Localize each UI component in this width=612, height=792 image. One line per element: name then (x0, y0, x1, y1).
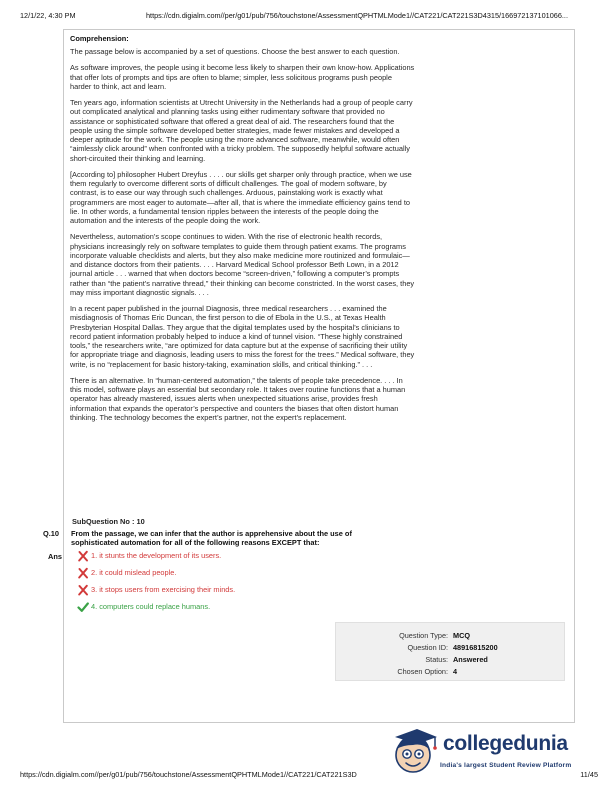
print-datetime: 12/1/22, 4:30 PM (20, 11, 76, 20)
info-value: Answered (453, 655, 488, 664)
passage-paragraph: Nevertheless, automation’s scope continues to widen. With the rise of electronic health records, physicians increasingly rely on software templates to guide them through patient exams. The programs incorporate valuable checklists and alerts, but they also make medicine more routinized and formulaic—and distance doctors from their patients. . . . Harvard Medical School professor Beth Lown, in a 2012 journal article . . . warned that when doctors become “screen-driven,” following a computer’s prompts rather than “the patient’s narrative thread,” their thinking can become constricted. In the worst cases, they may miss important diagnostic signals. . . . (70, 232, 415, 297)
comprehension-passage (70, 34, 415, 429)
passage-paragraph: Ten years ago, information scientists at Utrecht University in the Netherlands had a group of people carry out complicated analytical and planning tasks using either rudimentary software that provided no assistance or sophisticated software that offered a great deal of aid. The researchers found that the people using the simple software developed better strategies, made fewer mistakes and developed a deeper aptitude for the work. The people using the more advanced software, meanwhile, would often “aimlessly click around” when confronted with a tricky problem. The supposedly helpful software actually short-circuited their thinking and learning. (70, 98, 413, 163)
question-text: From the passage, we can infer that the author is apprehensive about the use of sophisticated automation for all of the following reasons EXCEPT that: (71, 529, 352, 548)
info-value: MCQ (453, 631, 471, 640)
logo-brand: collegedunia (443, 732, 568, 755)
print-url: https://cdn.digialm.com//per/g01/pub/756/touchstone/AssessmentQPHTMLMode1//CAT221/CAT221S3D4315/166972137101066... (146, 11, 568, 20)
cross-icon (77, 584, 89, 596)
passage-paragraph: There is an alternative. In “human-centered automation,” the talents of people take precedence. . . . In this model, software plays an essential but secondary role. It takes over routine functions that a human operator has already mastered, issues alerts when unexpected situations arise, provides fresh information that expands the operator’s perspective and counters the biases that often distort human thinking. The technology becomes the expert’s partner, not the expert’s replacement. (70, 375, 406, 422)
info-label: Question ID (407, 643, 446, 652)
info-label: Question Type (399, 631, 446, 640)
print-footer (20, 770, 598, 780)
option-text: 4. computers could replace humans. (91, 602, 211, 611)
comprehension-instruction: The passage below is accompanied by a set of questions. Choose the best answer to each question. (70, 47, 400, 56)
info-row-chosen: Chosen Option : 4 (397, 667, 458, 676)
answer-label: Ans (48, 552, 62, 561)
info-row-type: Question Type : MCQ (399, 631, 471, 640)
passage-paragraph: In a recent paper published in the journal Diagnosis, three medical researchers . . . examined the misdiagnosis of Thomas Eric Duncan, the first person to die of Ebola in the U.S., at Texas Health Presbyterian Hospital Dallas. They argue that the digital templates used by the hospital’s clinicians to record patient information probably helped to induce a kind of tunnel vision. “These highly constrained tools,” the researchers write, “are optimized for data capture but at the expense of sacrificing their utility for appropriate triage and diagnosis, leading users to miss the forest for the trees.” Medical software, they write, is no “replacement for basic history-taking, examination skills, and critical thinking.” . . . (70, 304, 415, 369)
option-2 (77, 567, 176, 579)
checkmark-icon (77, 601, 89, 613)
info-row-id: Question ID : 48916815200 (407, 643, 498, 652)
passage-paragraph: [According to] philosopher Hubert Dreyfus . . . . our skills get sharper only through practice, when we use them regularly to overcome different sorts of difficult challenges. The goal of modern software, by contrast, is to ease our way through such challenges. Arduous, painstaking work is exactly what programmers are most eager to automate—after all, that is where the immediate efficiency gains tend to lie. In other words, a fundamental tension ripples between the interests of the people doing the automation and the interests of the people doing the work. (70, 169, 412, 225)
info-label: Chosen Option (397, 667, 446, 676)
comprehension-title: Comprehension: (70, 34, 129, 43)
option-text: 1. it stunts the development of its users. (91, 551, 222, 560)
option-3 (77, 584, 235, 596)
cross-icon (77, 550, 89, 562)
cross-icon (77, 567, 89, 579)
info-row-status: Status : Answered (425, 655, 488, 664)
question-info-panel (335, 622, 565, 681)
print-header (20, 11, 598, 21)
subquestion-number: SubQuestion No : 10 (72, 517, 145, 526)
info-label: Status (425, 655, 446, 664)
passage-paragraph: As software improves, the people using it become less likely to sharpen their own know-how. Applications that offer lots of prompts and tips are often to blame; simpler, less solicitous programs push people harder to think, act and learn. (70, 63, 415, 91)
info-value: 4 (453, 667, 458, 676)
option-text: 3. it stops users from exercising their minds. (91, 585, 236, 594)
footer-url: https://cdn.digialm.com//per/g01/pub/756/touchstone/AssessmentQPHTMLMode1//CAT221/CAT221S3D (20, 770, 357, 779)
info-value: 48916815200 (453, 643, 498, 652)
logo-tagline: India's largest Student Review Platform (440, 762, 572, 769)
option-1 (77, 550, 221, 562)
option-text: 2. it could mislead people. (91, 568, 177, 577)
page-number: 11/45 (580, 770, 598, 779)
question-number: Q.10 (43, 529, 60, 538)
option-4 (77, 601, 210, 613)
